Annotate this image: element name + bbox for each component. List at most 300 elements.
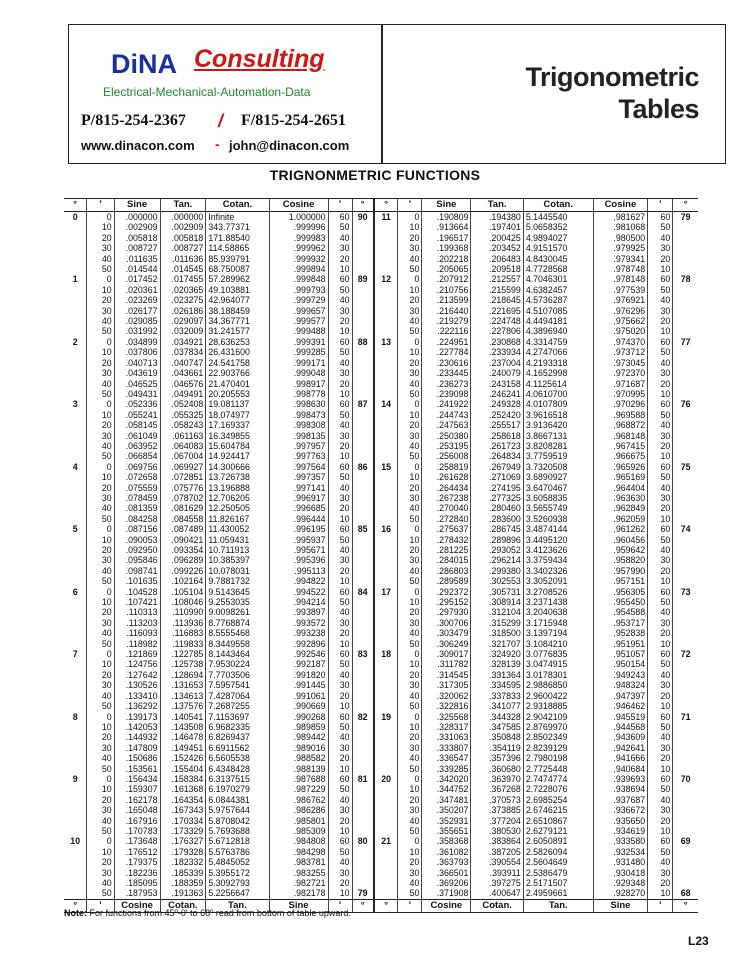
degree-cell [64,243,87,253]
degree-cell [374,816,398,826]
minute-cell: 30 [328,868,352,878]
minute-cell: 30 [328,368,352,378]
value-cell: .095846 [114,555,160,565]
minute-cell: 30 [398,743,422,753]
value-cell: .158384 [160,774,206,784]
value-cell: .992187 [269,659,328,669]
value-cell: .324920 [471,649,523,659]
degree-cell [673,326,698,336]
minute-cell: 60 [648,712,673,722]
degree-cell [352,545,374,555]
degree-cell [352,264,374,274]
minute-cell: 50 [87,701,114,711]
value-cell: 7.9530224 [206,659,269,669]
col-header: Cosine [269,199,328,212]
value-cell: 3.4495120 [523,535,593,545]
value-cell: .250380 [422,431,471,441]
minute-cell: 20 [398,607,422,617]
degree-cell [64,795,87,805]
minute-cell: 0 [398,524,422,534]
col-footer: ' [328,899,352,912]
contact-separator-dash: - [215,136,220,152]
value-cell: .993238 [269,628,328,638]
degree-cell [673,576,698,586]
table-row [64,888,698,899]
website-link[interactable]: www.dinacon.com [81,138,195,153]
value-cell: .078459 [114,493,160,503]
value-cell: .236273 [422,379,471,389]
value-cell: .289589 [422,576,471,586]
degree-cell [64,659,87,669]
value-cell: .280460 [471,503,523,513]
value-cell: .014545 [160,264,206,274]
value-cell: 6.4348428 [206,764,269,774]
note-text: For functions from 45º-0' to 68º read from bottom of table upward. [89,908,351,918]
minute-cell: 30 [87,306,114,316]
value-cell: .982721 [269,878,328,888]
value-cell: .935650 [593,816,648,826]
table-row [64,649,698,659]
degree-cell [64,295,87,305]
value-cell: .973045 [593,358,648,368]
value-cell: .397275 [471,878,523,888]
degree-cell [374,868,398,878]
value-cell: .224951 [422,337,471,347]
value-cell: .243158 [471,379,523,389]
note-label: Note: [64,908,87,918]
table-row [64,847,698,857]
value-cell: 10.078031 [206,566,269,576]
minute-cell: 30 [648,868,673,878]
value-cell: 7.2687255 [206,701,269,711]
minute-cell: 0 [398,587,422,597]
value-cell: .162178 [114,795,160,805]
value-cell: .072851 [160,472,206,482]
minute-cell: 20 [648,379,673,389]
col-footer: Cosine [422,899,471,912]
degree-cell [374,326,398,336]
degree-cell: 90 [352,212,374,223]
minute-cell: 20 [398,857,422,867]
minute-cell: 30 [87,368,114,378]
value-cell: .098741 [114,566,160,576]
col-footer: ' [398,899,422,912]
value-cell: .152426 [160,753,206,763]
value-cell: .999996 [269,222,328,232]
value-cell: .312104 [471,607,523,617]
minute-cell: 40 [328,670,352,680]
minute-cell: 40 [398,878,422,888]
degree-cell [673,514,698,524]
degree-cell: 3 [72,399,78,410]
phone-number: P/815-254-2367 [81,112,186,129]
degree-cell [673,420,698,430]
minute-cell: 30 [87,243,114,253]
value-cell: .084558 [160,514,206,524]
value-cell: .400647 [471,888,523,899]
value-cell: 5.0658352 [523,222,593,232]
degree-cell [374,784,398,794]
minute-cell: 0 [87,337,114,347]
degree-cell [64,358,87,368]
degree-cell [673,222,698,232]
value-cell: .020365 [160,285,206,295]
value-cell: .947397 [593,691,648,701]
col-header: Tan. [160,199,206,212]
value-cell: .092950 [114,545,160,555]
col-footer: ° [374,899,398,912]
degree-cell [673,597,698,607]
value-cell: .011636 [160,254,206,264]
table-row [64,670,698,680]
value-cell: 2.5171507 [523,878,593,888]
minute-cell: 10 [648,389,673,399]
degree-cell [352,379,374,389]
value-cell: .130526 [114,680,160,690]
degree-cell [352,243,374,253]
col-header: ° [64,199,87,212]
degree-cell [673,316,698,326]
minute-cell: 50 [87,326,114,336]
value-cell: .336547 [422,753,471,763]
value-cell: .278432 [422,535,471,545]
value-cell: 9.2553035 [206,597,269,607]
value-cell: .203452 [471,243,523,253]
degree-cell [352,753,374,763]
degree-cell: 1 [72,274,78,285]
value-cell: .270040 [422,503,471,513]
value-cell: .955450 [593,597,648,607]
value-cell: 8.5555468 [206,628,269,638]
degree-cell [64,618,87,628]
value-cell: .999657 [269,306,328,316]
value-cell: .299380 [471,566,523,576]
value-cell: .096289 [160,555,206,565]
degree-cell [673,795,698,805]
table-row [64,576,698,586]
value-cell: .122785 [160,649,206,659]
degree-cell [64,826,87,836]
value-cell: .934619 [593,826,648,836]
value-cell: .176327 [160,836,206,846]
table-row [64,680,698,690]
minute-cell: 30 [328,555,352,565]
minute-cell: 40 [328,795,352,805]
table-row [64,587,698,597]
minute-cell: 0 [398,212,422,223]
value-cell: 34.367771 [206,316,269,326]
value-cell: .037834 [160,347,206,357]
degree-cell [374,535,398,545]
value-cell: .342020 [422,774,471,784]
value-cell: .959642 [593,545,648,555]
value-cell: .005818 [160,233,206,243]
table-row [64,264,698,274]
minute-cell: 40 [328,358,352,368]
degree-cell: 12 [374,274,398,284]
value-cell: 3.0178301 [523,670,593,680]
company-logo-consulting: Consulting [194,45,325,73]
value-cell: .341077 [471,701,523,711]
value-cell: 2.5826094 [523,847,593,857]
value-cell: .173648 [114,836,160,846]
value-cell: .143508 [160,722,206,732]
minute-cell: 10 [398,784,422,794]
value-cell: 6.5605538 [206,753,269,763]
value-cell: .996685 [269,503,328,513]
degree-cell [374,316,398,326]
table-row [64,451,698,461]
value-cell: 5.8708042 [206,816,269,826]
degree-cell [352,576,374,586]
degree-cell [64,722,87,732]
minute-cell: 50 [328,847,352,857]
value-cell: .992546 [269,649,328,659]
value-cell: 20.205553 [206,389,269,399]
value-cell: .194380 [471,212,523,223]
degree-cell [673,680,698,690]
minute-cell: 40 [398,628,422,638]
value-cell: 2.9600422 [523,691,593,701]
minute-cell: 40 [648,857,673,867]
value-cell: 4.3896940 [523,326,593,336]
col-footer: ° [352,899,374,912]
value-cell: .990669 [269,701,328,711]
degree-cell: 2 [72,336,78,347]
minute-cell: 20 [398,420,422,430]
value-cell: .087156 [114,524,160,534]
col-footer: ° [64,899,87,912]
value-cell: .034899 [114,337,160,347]
value-cell: .267238 [422,493,471,503]
degree-cell [374,347,398,357]
minute-cell: 60 [328,774,352,784]
value-cell: 3.2040638 [523,607,593,617]
minute-cell: 40 [87,878,114,888]
value-cell: .318500 [471,628,523,638]
minute-cell: 10 [87,659,114,669]
value-cell: .286803 [422,566,471,576]
value-cell: 4.8430045 [523,254,593,264]
minute-cell: 40 [87,316,114,326]
minute-cell: 20 [328,379,352,389]
degree-cell [673,691,698,701]
minute-cell: 20 [398,732,422,742]
value-cell: .037806 [114,347,160,357]
value-cell: .984298 [269,847,328,857]
minute-cell: 30 [648,618,673,628]
value-cell: 2.9886850 [523,680,593,690]
minute-cell: 50 [87,264,114,274]
minute-cell: 10 [648,514,673,524]
value-cell: .233934 [471,347,523,357]
table-row [64,774,698,784]
minute-cell: 10 [87,784,114,794]
value-cell: .953717 [593,618,648,628]
value-cell: .998135 [269,431,328,441]
minute-cell: 50 [328,410,352,420]
value-cell: .306249 [422,639,471,649]
value-cell: 3.3402326 [523,566,593,576]
degree-cell [352,868,374,878]
value-cell: 42.964077 [206,295,269,305]
minute-cell: 60 [328,587,352,597]
minute-cell: 60 [328,649,352,659]
table-row [64,410,698,420]
degree-cell [352,555,374,565]
value-cell: .995671 [269,545,328,555]
table-row [64,254,698,264]
degree-cell [64,639,87,649]
table-row [64,472,698,482]
value-cell: 85.939791 [206,254,269,264]
table-row [64,816,698,826]
value-cell: .973712 [593,347,648,357]
minute-cell: 0 [398,774,422,784]
degree-cell [64,857,87,867]
table-row [64,805,698,815]
value-cell: .997763 [269,451,328,461]
value-cell: .075559 [114,483,160,493]
value-cell: .981627 [593,212,648,223]
value-cell: .275637 [422,524,471,534]
degree-cell: 74 [673,524,698,534]
minute-cell: 40 [648,545,673,555]
value-cell: 5.5763786 [206,847,269,857]
value-cell: .999391 [269,337,328,347]
value-cell: .063952 [114,441,160,451]
email-link[interactable]: john@dinacon.com [229,138,350,153]
minute-cell: 0 [87,399,114,409]
value-cell: 5.7693688 [206,826,269,836]
value-cell: .108046 [160,597,206,607]
minute-cell: 40 [648,295,673,305]
value-cell: 3.1397194 [523,628,593,638]
minute-cell: 40 [648,795,673,805]
minute-cell: 50 [398,326,422,336]
value-cell: .989016 [269,743,328,753]
value-cell: .963630 [593,493,648,503]
value-cell: .995113 [269,566,328,576]
degree-cell [374,306,398,316]
value-cell: 3.7320508 [523,462,593,472]
table-row [64,691,698,701]
minute-cell: 30 [87,493,114,503]
value-cell: .380530 [471,826,523,836]
value-cell: .128694 [160,670,206,680]
minute-cell: 50 [398,576,422,586]
minute-cell: 30 [87,868,114,878]
value-cell: .983255 [269,868,328,878]
table-row [64,545,698,555]
value-cell: .142053 [114,722,160,732]
minute-cell: 50 [328,597,352,607]
degree-cell [374,805,398,815]
minute-cell: 10 [328,326,352,336]
minute-cell: 30 [328,618,352,628]
value-cell: .978748 [593,264,648,274]
minute-cell: 40 [398,753,422,763]
table-row [64,722,698,732]
degree-cell: 88 [352,337,374,347]
minute-cell: 20 [87,795,114,805]
degree-cell [64,878,87,888]
value-cell: .165048 [114,805,160,815]
minute-cell: 40 [648,233,673,243]
degree-cell [352,659,374,669]
degree-cell [374,483,398,493]
value-cell: .052408 [160,399,206,409]
value-cell: 9.5143645 [206,587,269,597]
value-cell: .311782 [422,659,471,669]
degree-cell [374,233,398,243]
degree-cell [64,441,87,451]
value-cell: 13.726738 [206,472,269,482]
minute-cell: 10 [398,659,422,669]
value-cell: .357396 [471,753,523,763]
value-cell: .241922 [422,399,471,409]
value-cell: .999285 [269,347,328,357]
degree-cell [673,878,698,888]
degree-cell: 7 [72,649,78,660]
value-cell: .996917 [269,493,328,503]
minute-cell: 40 [87,753,114,763]
minute-cell: 50 [87,576,114,586]
table-row [64,743,698,753]
degree-cell [352,441,374,451]
minute-cell: 60 [648,587,673,597]
value-cell: .991820 [269,670,328,680]
value-cell: 3.2708526 [523,587,593,597]
minute-cell: 10 [328,264,352,274]
table-row [64,555,698,565]
degree-cell [374,503,398,513]
degree-cell [64,264,87,274]
value-cell: 3.2371438 [523,597,593,607]
value-cell: .046576 [160,379,206,389]
degree-cell [374,722,398,732]
minute-cell: 50 [328,222,352,232]
minute-cell: 10 [87,847,114,857]
value-cell: .997564 [269,462,328,472]
minute-cell: 20 [328,691,352,701]
value-cell: .320062 [422,691,471,701]
table-row [64,212,698,223]
value-cell: .207912 [422,274,471,284]
degree-cell: 77 [673,337,698,347]
value-cell: .066854 [114,451,160,461]
minute-cell: 40 [398,566,422,576]
value-cell: .199368 [422,243,471,253]
value-cell: .314545 [422,670,471,680]
value-cell: .968872 [593,420,648,430]
degree-cell [673,441,698,451]
minute-cell: 40 [87,441,114,451]
value-cell: .283600 [471,514,523,524]
value-cell: .191363 [160,888,206,899]
minute-cell: 20 [87,358,114,368]
minute-cell: 50 [398,264,422,274]
value-cell: .040713 [114,358,160,368]
value-cell: 343.77371 [206,222,269,232]
value-cell: 4.5107085 [523,306,593,316]
value-cell: .992896 [269,639,328,649]
minute-cell: 50 [648,347,673,357]
value-cell: 7.5957541 [206,680,269,690]
degree-cell: 81 [352,774,374,784]
degree-cell [374,732,398,742]
value-cell: .366501 [422,868,471,878]
